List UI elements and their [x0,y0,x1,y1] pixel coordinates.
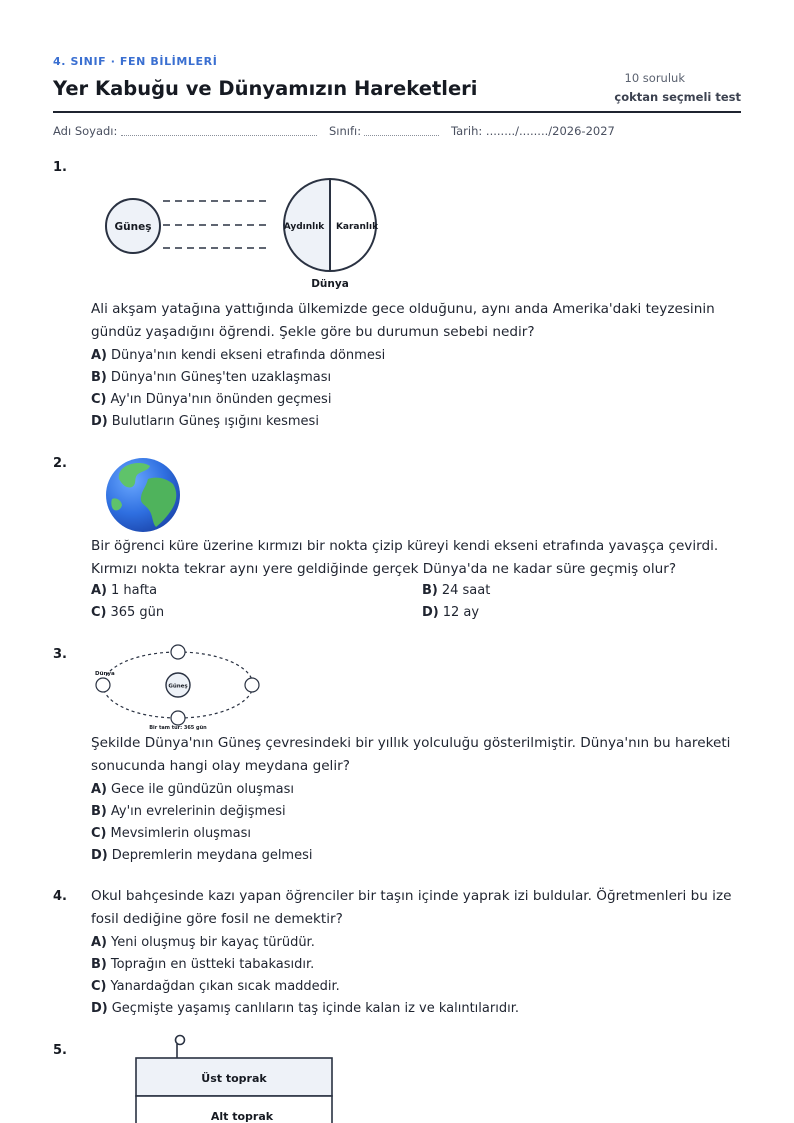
earth-label: Dünya [311,278,349,290]
question-number: 1. [53,160,67,175]
plant-icon [176,1036,185,1045]
soil-layers-figure [130,1034,340,1123]
layer-bottom-label: Alt toprak [210,1110,274,1123]
question-number: 4. [53,889,67,904]
earth-position [245,678,259,692]
header-divider [53,111,741,113]
option-a[interactable]: A) 1 hafta [91,583,158,598]
class-field[interactable] [364,135,439,136]
option-c[interactable]: C) Yanardağdan çıkan sıcak maddedir. [91,979,340,994]
question-number: 5. [53,1043,67,1058]
question-text: Bir öğrenci küre üzerine kırmızı bir nokta çizip küreyi kendi ekseni etrafında yavaşça çevirdi. Kırmızı nokta tekrar aynı yere geldiğinde gerçek Dünya'da ne kadar süre geçmiş olur? [91,538,719,577]
page-title: Yer Kabuğu ve Dünyamızın Hareketleri [53,77,478,100]
orbit-figure [92,642,264,732]
sun-label: Güneş [114,221,152,233]
option-d[interactable]: D) Depremlerin meydana gelmesi [91,848,313,863]
option-a[interactable]: A) Gece ile gündüzün oluşması [91,782,294,797]
option-b[interactable]: B) Toprağın en üstteki tabakasıdır. [91,957,315,972]
globe-icon [104,457,182,533]
option-d[interactable]: D) 12 ay [422,605,480,620]
earth-position [96,678,110,692]
option-b[interactable]: B) Ay'ın evrelerinin değişmesi [91,804,286,819]
option-a[interactable]: A) Yeni oluşmuş bir kayaç türüdür. [91,935,315,950]
earth-label: Dünya [95,671,115,677]
name-label: Adı Soyadı: [53,124,118,138]
question-count: 10 soruluk [624,71,685,85]
class-label: Sınıfı: [329,124,362,138]
orbit-caption: Bir tam tur: 365 gün [149,725,207,731]
question-text: Şekilde Dünya'nın Güneş çevresindeki bir yıllık yolculuğu gösterilmiştir. Dünya'nın bu hareketi sonucunda hangi olay meydana gelir? [91,735,731,774]
option-d[interactable]: D) Geçmişte yaşamış canlıların taş içinde kalan iz ve kalıntılarıdır. [91,1001,519,1016]
option-d[interactable]: D) Bulutların Güneş ışığını kesmesi [91,414,319,429]
option-c[interactable]: C) Mevsimlerin oluşması [91,826,251,841]
option-b[interactable]: B) Dünya'nın Güneş'ten uzaklaşması [91,370,332,385]
date-label: Tarih: ......../......../2026-2027 [451,124,615,138]
question-text: Ali akşam yatağına yattığında ülkemizde gece olduğunu, aynı anda Amerika'daki teyzesinin gündüz yaşadığını öğrendi. Şekle göre bu durumun sebebi nedir? [91,301,715,340]
earth-position [171,645,185,659]
sun-label: Güneş [168,683,188,690]
option-c[interactable]: C) 365 gün [91,605,165,620]
day-night-figure [90,170,400,292]
option-c[interactable]: C) Ay'ın Dünya'nın önünden geçmesi [91,392,332,407]
test-type: çoktan seçmeli test [614,90,741,104]
question-text: Okul bahçesinde kazı yapan öğrenciler bir taşın içinde yaprak izi buldular. Öğretmenleri bu ize fosil dediğine göre fosil ne demektir? [91,888,732,927]
student-info-row [53,124,741,140]
name-field[interactable] [121,135,317,136]
dark-label: Karanlık [335,222,379,232]
layer-top-label: Üst toprak [201,1072,267,1085]
option-b[interactable]: B) 24 saat [422,583,491,598]
earth-position [171,711,185,725]
light-label: Aydınlık [283,222,325,232]
subject-label: 4. SINIF · FEN BİLİMLERİ [53,55,218,68]
question-number: 2. [53,456,67,471]
option-a[interactable]: A) Dünya'nın kendi ekseni etrafında dönmesi [91,348,386,363]
question-number: 3. [53,647,67,662]
